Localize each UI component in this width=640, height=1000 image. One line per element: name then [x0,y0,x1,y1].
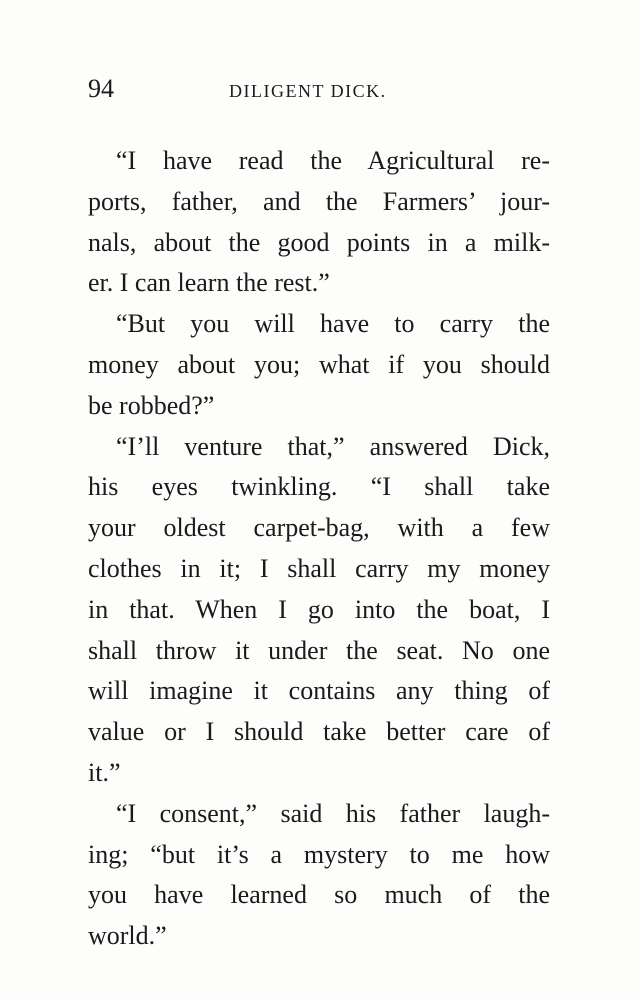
text-line: value or I should take better care of [88,717,550,747]
text-line: “I’ll venture that,” answered Dick, [116,431,550,461]
text-line: shall throw it under the seat. No one [88,635,550,665]
text-line: nals, about the good points in a milk- [88,227,550,257]
text-line: his eyes twinkling. “I shall take [88,472,550,502]
text-line: clothes in it; I shall carry my money [88,553,550,583]
text-line: world.” [88,921,167,951]
text-line: in that. When I go into the boat, I [88,594,550,624]
running-title: DILIGENT DICK. [229,81,387,101]
text-line: be robbed?” [88,390,215,420]
text-line: you have learned so much of the [88,880,550,910]
text-line: your oldest carpet-bag, with a few [88,513,550,543]
text-line: will imagine it contains any thing of [88,676,550,706]
text-line: ing; “but it’s a mystery to me how [88,839,550,869]
text-line: “But you will have to carry the [116,309,550,339]
text-line: money about you; what if you should [88,349,550,379]
text-line: “I consent,” said his father laugh- [116,798,550,828]
page-number: 94 [88,74,114,103]
text-line: “I have read the Agricultural re- [116,146,550,175]
text-line: ports, father, and the Farmers’ jour- [88,186,550,216]
body-text [88,141,550,957]
text-line: er. I can learn the rest.” [88,268,330,298]
running-head [88,74,550,104]
text-line: it.” [88,757,121,787]
